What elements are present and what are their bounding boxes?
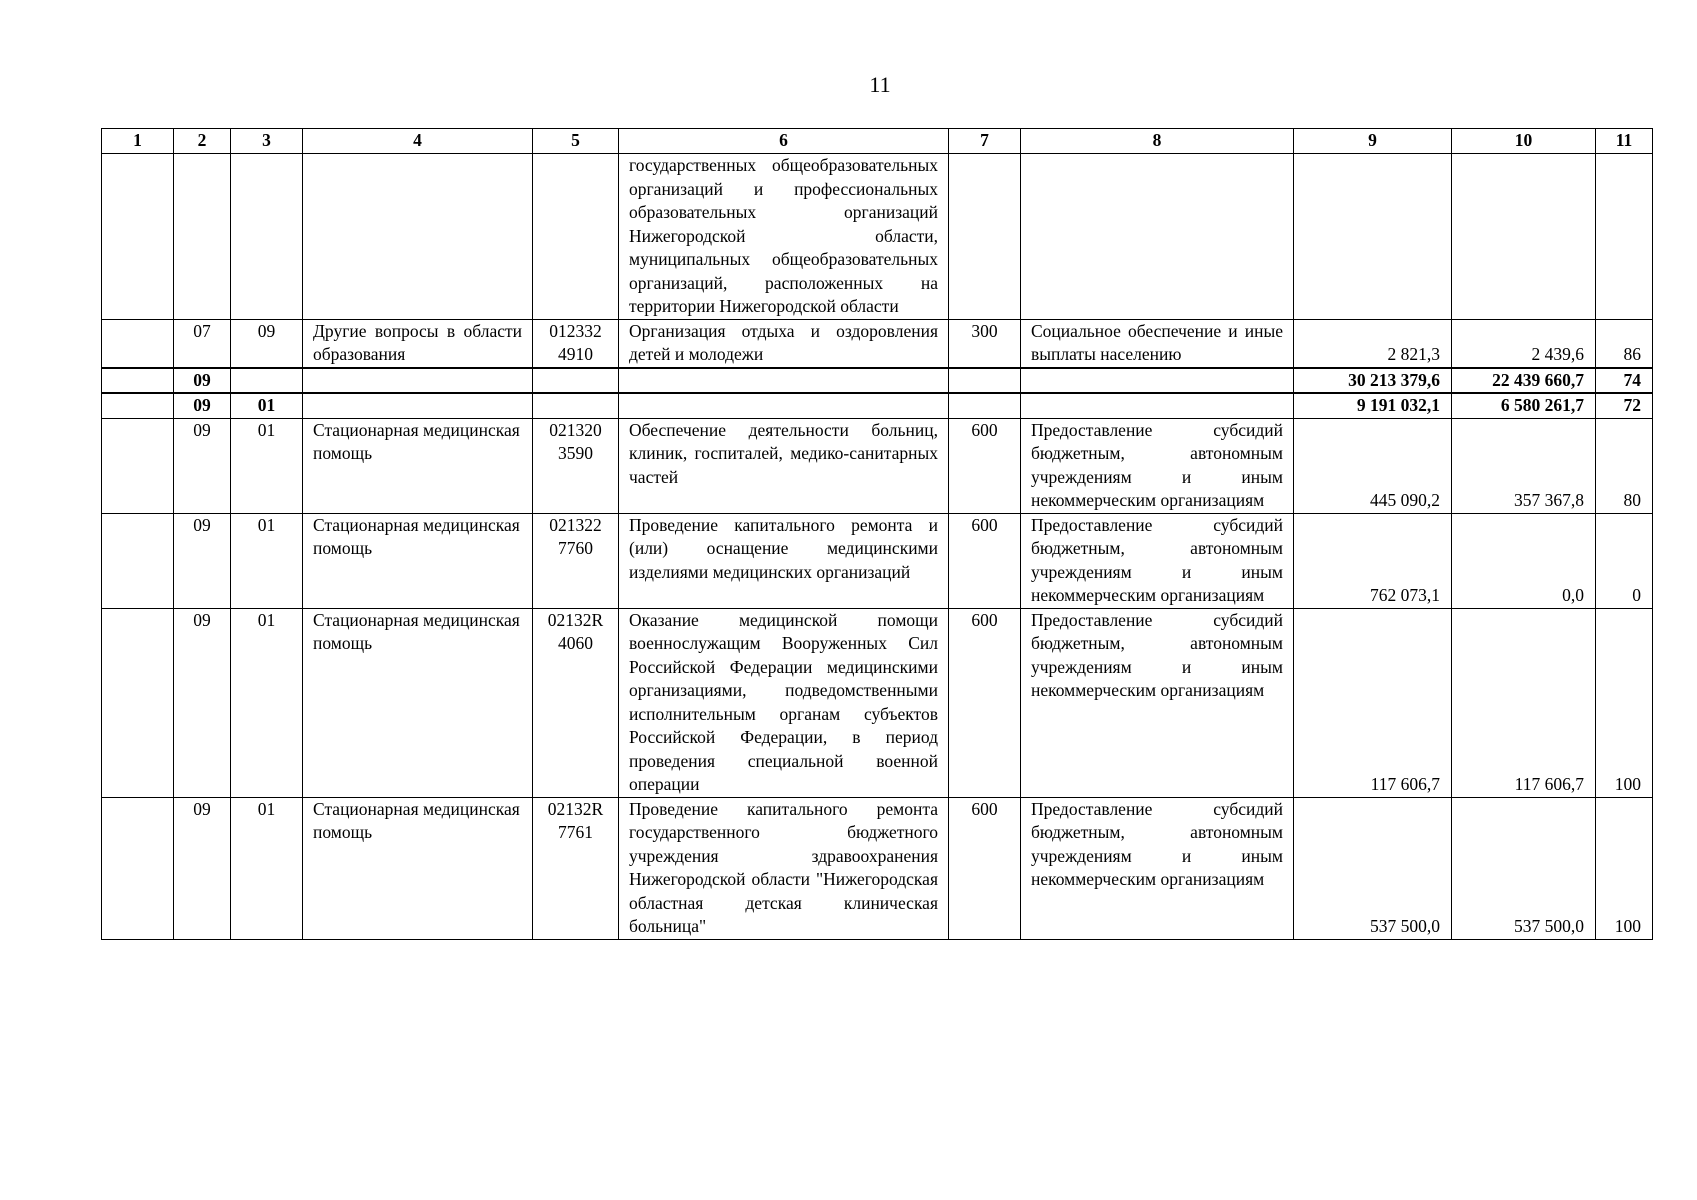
cell-planned: 117 606,7 [1294, 608, 1452, 797]
cell-percent: 74 [1596, 368, 1653, 394]
cell-executed: 357 367,8 [1452, 418, 1596, 513]
cell-executed: 6 580 261,7 [1452, 393, 1596, 418]
cell-subsection: 01 [231, 797, 303, 939]
cell-col1 [102, 608, 174, 797]
column-header: 4 [303, 129, 533, 154]
cell-target-code [533, 154, 619, 320]
column-header: 8 [1021, 129, 1294, 154]
cell-planned: 30 213 379,6 [1294, 368, 1452, 394]
cell-target-code [533, 393, 619, 418]
budget-table [101, 128, 1653, 940]
cell-subsection: 01 [231, 513, 303, 608]
cell-target-name: государственных общеобразовательных организаций и профессиональных образовательных организаций Нижегородской области, муниципальных общеобразовательных организаций, расположенных на территории Нижегородской области [619, 154, 949, 320]
cell-target-name: Организация отдыха и оздоровления детей и молодежи [619, 319, 949, 368]
table-row [102, 608, 1653, 797]
column-header: 1 [102, 129, 174, 154]
cell-col1 [102, 513, 174, 608]
cell-subsection [231, 154, 303, 320]
cell-section: 09 [174, 608, 231, 797]
cell-target-code: 02132R 7761 [533, 797, 619, 939]
cell-target-name [619, 368, 949, 394]
cell-target-name: Проведение капитального ремонта государственного бюджетного учреждения здравоохранения Нижегородской области "Нижегородская областная детская клиническая больница" [619, 797, 949, 939]
cell-subsection: 01 [231, 608, 303, 797]
cell-percent: 0 [1596, 513, 1653, 608]
page-number: 11 [869, 72, 891, 97]
cell-target-code: 02132R 4060 [533, 608, 619, 797]
cell-subsection [231, 368, 303, 394]
cell-col1 [102, 418, 174, 513]
cell-expense-type-name: Предоставление субсидий бюджетным, автономным учреждениям и иным некоммерческим организациям [1021, 608, 1294, 797]
cell-subsection: 01 [231, 418, 303, 513]
table-row [102, 319, 1653, 368]
cell-target-code: 021320 3590 [533, 418, 619, 513]
cell-expense-type: 600 [949, 608, 1021, 797]
column-header: 2 [174, 129, 231, 154]
cell-col1 [102, 319, 174, 368]
column-header: 7 [949, 129, 1021, 154]
cell-expense-type: 600 [949, 797, 1021, 939]
cell-subsection-name [303, 393, 533, 418]
cell-target-name: Проведение капитального ремонта и (или) оснащение медицинскими изделиями медицинских организаций [619, 513, 949, 608]
table-header-row [102, 129, 1653, 154]
cell-expense-type [949, 368, 1021, 394]
cell-section: 09 [174, 797, 231, 939]
cell-planned: 762 073,1 [1294, 513, 1452, 608]
cell-subsection-name: Стационарная медицинская помощь [303, 513, 533, 608]
cell-subsection-name: Другие вопросы в области образования [303, 319, 533, 368]
cell-target-code: 021322 7760 [533, 513, 619, 608]
cell-percent: 86 [1596, 319, 1653, 368]
cell-target-code: 012332 4910 [533, 319, 619, 368]
cell-expense-type-name [1021, 154, 1294, 320]
cell-executed [1452, 154, 1596, 320]
cell-section: 09 [174, 418, 231, 513]
column-header: 11 [1596, 129, 1653, 154]
column-header: 6 [619, 129, 949, 154]
column-header: 3 [231, 129, 303, 154]
cell-target-code [533, 368, 619, 394]
cell-section: 07 [174, 319, 231, 368]
cell-subsection-name [303, 154, 533, 320]
cell-subsection-name: Стационарная медицинская помощь [303, 797, 533, 939]
column-header: 5 [533, 129, 619, 154]
cell-subsection: 09 [231, 319, 303, 368]
cell-percent: 72 [1596, 393, 1653, 418]
cell-percent: 80 [1596, 418, 1653, 513]
cell-executed: 117 606,7 [1452, 608, 1596, 797]
cell-planned: 445 090,2 [1294, 418, 1452, 513]
cell-expense-type-name: Предоставление субсидий бюджетным, автономным учреждениям и иным некоммерческим организациям [1021, 418, 1294, 513]
cell-planned: 9 191 032,1 [1294, 393, 1452, 418]
cell-subsection: 01 [231, 393, 303, 418]
column-header: 10 [1452, 129, 1596, 154]
column-header: 9 [1294, 129, 1452, 154]
cell-section: 09 [174, 513, 231, 608]
cell-col1 [102, 797, 174, 939]
cell-executed: 2 439,6 [1452, 319, 1596, 368]
table-row [102, 513, 1653, 608]
cell-planned: 2 821,3 [1294, 319, 1452, 368]
cell-expense-type-name [1021, 393, 1294, 418]
cell-subsection-name: Стационарная медицинская помощь [303, 608, 533, 797]
cell-section: 09 [174, 393, 231, 418]
cell-expense-type: 600 [949, 513, 1021, 608]
cell-subsection-name: Стационарная медицинская помощь [303, 418, 533, 513]
table-row [102, 797, 1653, 939]
cell-percent [1596, 154, 1653, 320]
cell-section: 09 [174, 368, 231, 394]
cell-col1 [102, 368, 174, 394]
cell-executed: 22 439 660,7 [1452, 368, 1596, 394]
cell-expense-type-name: Предоставление субсидий бюджетным, автономным учреждениям и иным некоммерческим организациям [1021, 513, 1294, 608]
cell-planned [1294, 154, 1452, 320]
cell-expense-type: 600 [949, 418, 1021, 513]
cell-planned: 537 500,0 [1294, 797, 1452, 939]
cell-target-name: Оказание медицинской помощи военнослужащим Вооруженных Сил Российской Федерации медицинскими организациями, подведомственными исполнительным органам субъектов Российской Федерации, в период проведения специальной военной операции [619, 608, 949, 797]
cell-target-name [619, 393, 949, 418]
cell-expense-type-name: Социальное обеспечение и иные выплаты населению [1021, 319, 1294, 368]
cell-executed: 0,0 [1452, 513, 1596, 608]
cell-percent: 100 [1596, 797, 1653, 939]
cell-expense-type-name: Предоставление субсидий бюджетным, автономным учреждениям и иным некоммерческим организациям [1021, 797, 1294, 939]
cell-subsection-name [303, 368, 533, 394]
table-row [102, 418, 1653, 513]
cell-expense-type: 300 [949, 319, 1021, 368]
cell-col1 [102, 393, 174, 418]
cell-target-name: Обеспечение деятельности больниц, клиник, госпиталей, медико-санитарных частей [619, 418, 949, 513]
section-total-row [102, 368, 1653, 394]
cell-expense-type [949, 154, 1021, 320]
cell-percent: 100 [1596, 608, 1653, 797]
cell-expense-type [949, 393, 1021, 418]
cell-col1 [102, 154, 174, 320]
cell-executed: 537 500,0 [1452, 797, 1596, 939]
subsection-total-row [102, 393, 1653, 418]
cell-expense-type-name [1021, 368, 1294, 394]
cell-section [174, 154, 231, 320]
table-row [102, 154, 1653, 320]
